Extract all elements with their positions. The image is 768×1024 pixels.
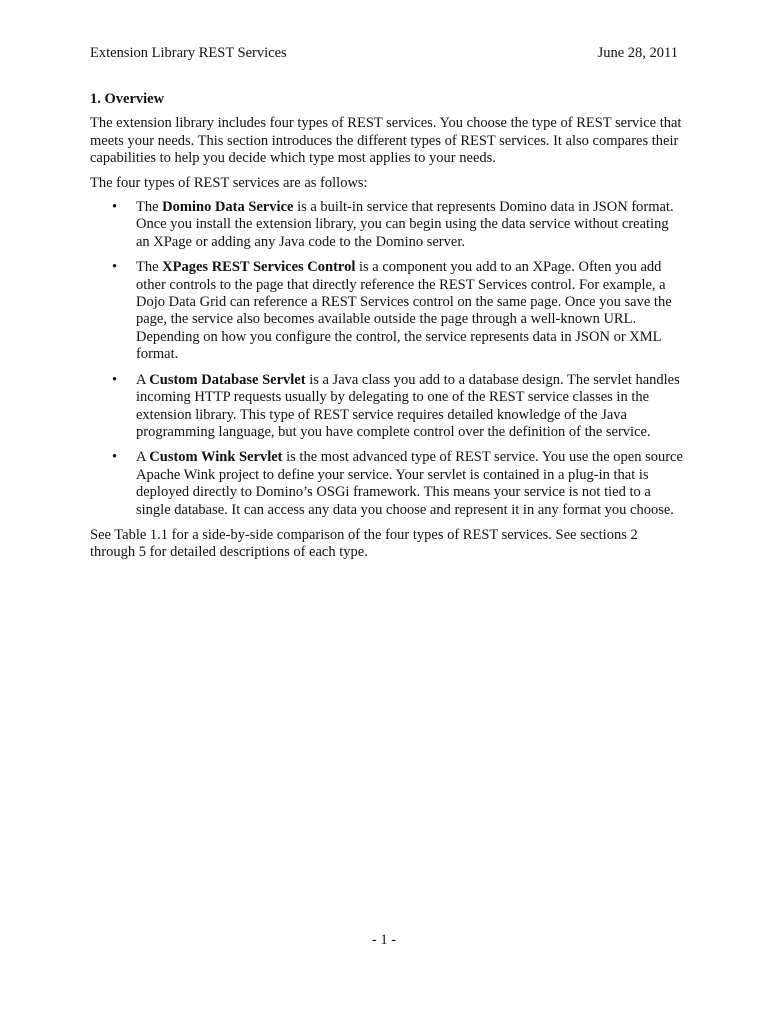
- service-types-list: [90, 199, 684, 519]
- list-item-term: Custom Wink Servlet: [149, 449, 283, 466]
- list-item-text: is the most advanced type of REST service. You use the open source Apache Wink project to define your service. Your servlet is contained in a plug-in that is deployed directly to Domino’s OSGi framework. This means your service is not tied to a single database. It can access any data you choose and represent it in any format you choose.: [136, 449, 683, 518]
- page-body: [90, 91, 684, 569]
- bullet-icon: •: [112, 199, 118, 216]
- list-item-term: Custom Database Servlet: [149, 371, 306, 388]
- list-item-custom-wink-servlet: [90, 449, 684, 519]
- closing-paragraph: See Table 1.1 for a side-by-side comparison of the four types of REST services. See sections 2 through 5 for detailed descriptions of each type.: [90, 526, 638, 561]
- bullet-icon: •: [112, 371, 118, 388]
- list-item-text: is a built-in service that represents Domino data in JSON format. Once you install the extension library, you can begin using the data service without creating an XPage or adding any Java code to the Domino server.: [136, 199, 674, 250]
- list-item-lead: A: [136, 449, 150, 466]
- page-number: - 1 -: [371, 932, 397, 948]
- list-item-term: Domino Data Service: [162, 199, 294, 216]
- list-item-lead: The: [136, 199, 163, 216]
- list-item-text: is a component you add to an XPage. Often you add other controls to the page that directly reference the REST Services control. For example, a Dojo Data Grid can reference a REST Services control on the same page. Once you save the page, the service also becomes available outside the page through a well-known URL. Depending on how you configure the control, the service represents data in JSON or XML format.: [136, 259, 672, 363]
- list-item-lead: The: [136, 259, 163, 276]
- page-footer: [0, 932, 768, 949]
- header-title: Extension Library REST Services: [90, 45, 287, 61]
- list-item-term: XPages REST Services Control: [162, 259, 356, 276]
- page-header: [90, 44, 678, 62]
- list-item-custom-database-servlet: [90, 372, 684, 442]
- bullet-icon: •: [112, 449, 118, 466]
- list-item-lead: A: [136, 371, 150, 388]
- list-intro-paragraph: The four types of REST services are as follows:: [90, 174, 368, 191]
- list-item-text: is a Java class you add to a database design. The servlet handles incoming HTTP requests usually by delegating to one of the REST service classes in the extension library. This type of REST service requires detailed knowledge of the Java programming language, but you have complete control over the definition of the service.: [136, 371, 680, 440]
- list-item-domino-data-service: [90, 199, 684, 251]
- bullet-icon: •: [112, 259, 118, 276]
- section-heading: 1. Overview: [90, 91, 165, 107]
- list-item-xpages-rest-services-control: [90, 259, 684, 363]
- header-date: June 28, 2011: [597, 45, 678, 61]
- intro-paragraph: The extension library includes four types of REST services. You choose the type of REST service that meets your needs. This section introduces the different types of REST services. It also compares their capabilities to help you decide which type most applies to your needs.: [90, 115, 682, 167]
